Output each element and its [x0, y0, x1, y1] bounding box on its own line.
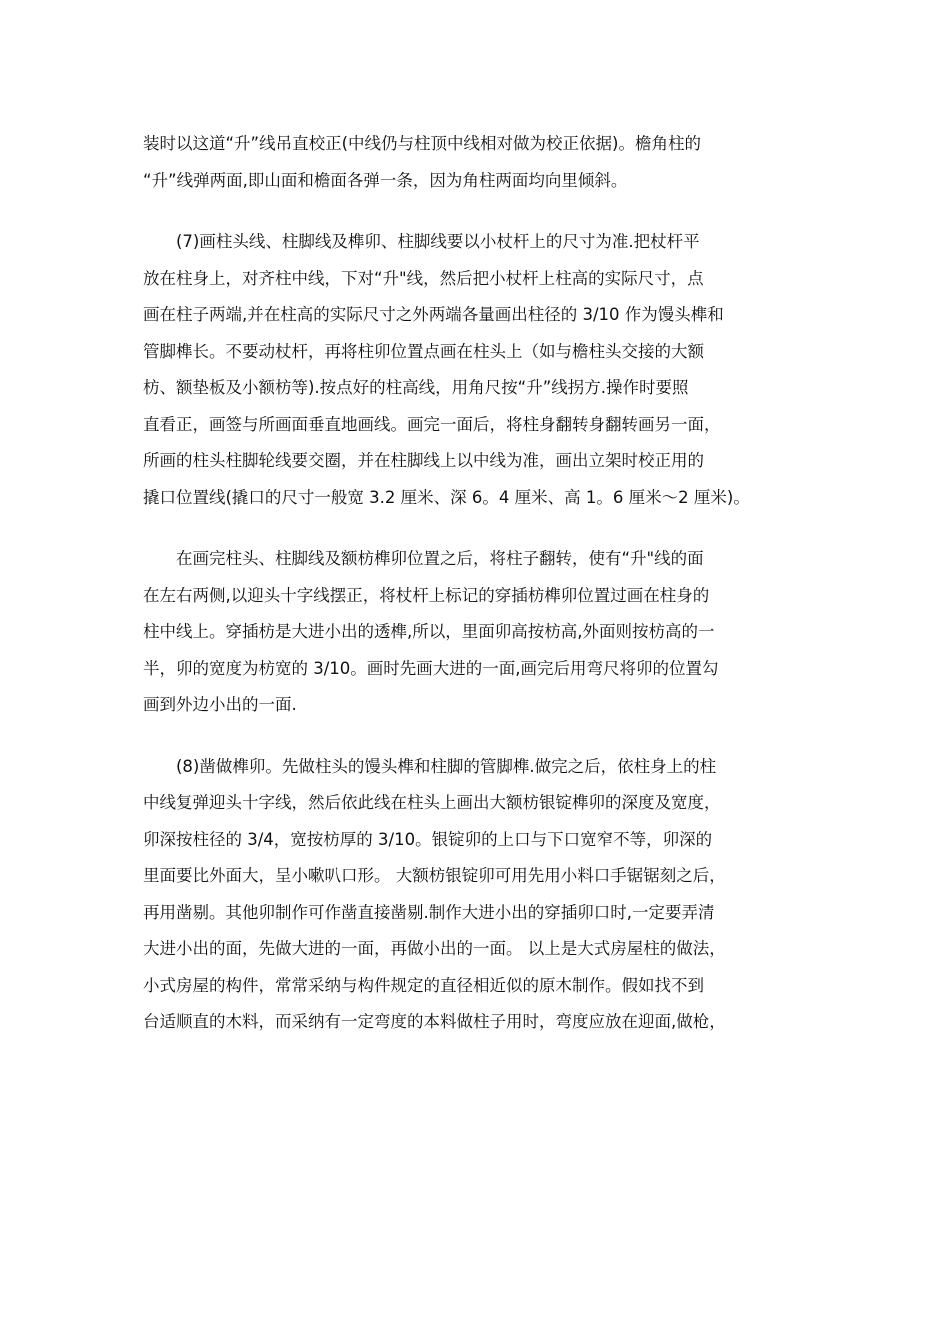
text-line: 所画的柱头柱脚轮线要交圈，并在柱脚线上以中线为准，画出立架时校正用的 — [143, 451, 704, 470]
text-line: “升”线弹两面,即山面和檐面各弹一条，因为角柱两面均向里倾斜。 — [143, 170, 628, 190]
text-line: 放在柱身上，对齐柱中线，下对“升"线，然后把小杖杆上柱高的实际尺寸，点 — [143, 268, 704, 288]
text-line: 画在柱子两端,并在柱高的实际尺寸之外两端各量画出柱径的 3/10 作为馒头榫和 — [143, 305, 724, 324]
text-line: 直看正，画签与所画面垂直地画线。画完一面后，将柱身翻转身翻转画另一面， — [143, 414, 721, 434]
text-line: 在画完柱头、柱脚线及额枋榫卯位置之后，将柱子翻转，使有“升"线的面 — [176, 549, 704, 568]
text-line: 台适顺直的木料，而采纳有一定弯度的本料做柱子用时，弯度应放在迎面,做枪， — [143, 1012, 726, 1031]
text-line: 中线复弹迎头十字线，然后依此线在柱头上画出大额枋银锭榫卯的深度及宽度， — [143, 793, 721, 812]
text-line: 管脚榫长。不要动杖杆，再将柱卯位置点画在柱头上（如与檐柱头交接的大额 — [143, 341, 704, 361]
text-line: 画到外边小出的一面. — [143, 695, 297, 714]
paragraph-2 — [143, 224, 808, 516]
document-body — [143, 126, 808, 1066]
text-line: 枋、额垫板及小额枋等).按点好的柱高线，用角尺按“升”线拐方.操作时要照 — [143, 378, 689, 397]
text-line: (7)画柱头线、柱脚线及榫卯、柱脚线要以小杖杆上的尺寸为准.把杖杆平 — [176, 232, 700, 251]
text-line: 在左右两侧,以迎头十字线摆正，将杖杆上标记的穿插枋榫卯位置过画在柱身的 — [143, 585, 710, 605]
text-line: (8)凿做榫卯。先做柱头的馒头榫和柱脚的管脚榫.做完之后，依柱身上的柱 — [176, 756, 717, 776]
text-line: 里面要比外面大，呈小嗽叭口形。 大额枋银锭卯可用先用小料口手锯锯刻之后， — [143, 866, 726, 885]
paragraph-1 — [143, 126, 808, 199]
paragraph-4 — [143, 749, 808, 1041]
text-line: 卯深按柱径的 3/4，宽按枋厚的 3/10。银锭卯的上口与下口宽窄不等，卯深的 — [143, 829, 713, 849]
text-line: 再用凿剔。其他卯制作可作凿直接凿剔.制作大进小出的穿插卯口时,一定要弄清 — [143, 902, 715, 922]
text-line: 半，卯的宽度为枋宽的 3/10。画时先画大进的一面,画完后用弯尺将卯的位置勾 — [143, 658, 719, 678]
text-line: 撬口位置线(撬口的尺寸一般宽 3.2 厘米、深 6。4 厘米、高 1。6 厘米～2 厘米)。 — [143, 487, 750, 507]
paragraph-3 — [143, 541, 808, 724]
text-line: 柱中线上。穿插枋是大进小出的透榫,所以，里面卯高按枋高,外面则按枋高的一 — [143, 622, 715, 641]
text-line: 大进小出的面，先做大进的一面，再做小出的一面。 以上是大式房屋柱的做法， — [143, 939, 726, 958]
text-line: 装时以这道“升”线吊直校正(中线仍与柱顶中线相对做为校正依据)。檐角柱的 — [143, 134, 701, 153]
text-line: 小式房屋的构件，常常采纳与构件规定的直径相近似的原木制作。假如找不到 — [143, 975, 704, 995]
